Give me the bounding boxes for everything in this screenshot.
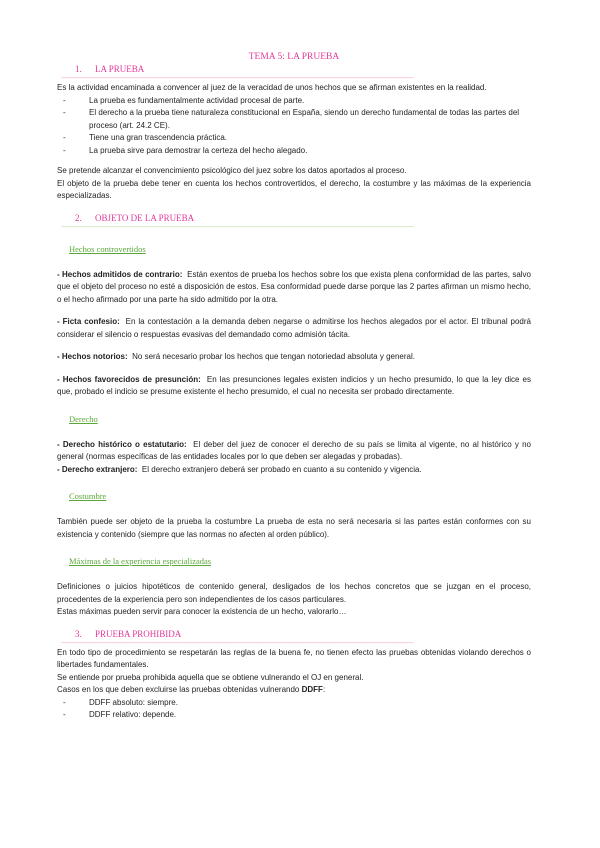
section-number: 2.: [75, 212, 82, 223]
section-number: 3.: [75, 628, 82, 639]
paragraph: - Ficta confesio: En la contestación a la demanda deben negarse o admitirse los hechos alegados por el actor. El tribunal podrá considerar el silencio o respuestas evasivas del demandado como admisión tácita.: [57, 317, 531, 339]
paragraph: Estas máximas pueden servir para conocer la existencia de un hecho, valorarlo…: [57, 607, 347, 616]
list-item: - Tiene una gran trascendencia práctica.: [63, 133, 228, 142]
section-2-heading: [57, 213, 531, 223]
paragraph: - Hechos notorios: No será necesario probar los hechos que tengan notoriedad absoluta y general.: [57, 352, 415, 361]
subheading: Hechos controvertidos: [69, 243, 146, 254]
paragraph: - Derecho extranjero: El derecho extranjero deberá ser probado en cuanto a su contenido y vigencia.: [57, 464, 422, 474]
section-divider: ——————————————————————————————————————————————————————: [61, 638, 412, 647]
section-divider: ——————————————————————————————————————————————————————: [61, 222, 412, 231]
section-divider: ——————————————————————————————————————————————————————: [61, 74, 412, 82]
subheading: Derecho: [69, 413, 98, 424]
paragraph: El objeto de la prueba debe tener en cuenta los hechos controvertidos, el derecho, la costumbre y las máximas de la experiencia especializadas.: [57, 178, 531, 200]
paragraph: - Hechos favorecidos de presunción: En las presunciones legales existen indicios y un hecho presumido, lo que la ley dice es que, probado el indicio se presume existente el hecho presumido, el cual no necesita ser probado directamente.: [57, 374, 531, 396]
list-item: - La prueba sirve para demostrar la certeza del hecho alegado.: [63, 145, 308, 155]
paragraph: Se entiende por prueba prohibida aquella que se obtiene vulnerando el OJ en general.: [57, 672, 364, 682]
document-title: TEMA 5: LA PRUEBA: [248, 52, 340, 62]
paragraph: - Derecho histórico o estatutario: El deber del juez de conocer el derecho de su país se limita al vigente, no al histórico y no general (normas específicas de las entidades locales por lo que deben ser alegadas y probadas).: [57, 439, 532, 461]
paragraph: - Hechos admitidos de contrario: Están exentos de prueba los hechos sobre los que exista plena conformidad de las partes, salvo que el objeto del proceso no esté a disposición de estos. Esa conformidad puede darse porque las 2 partes afirman un mismo hecho, o el hecho afirmado por una parte ha sido admitido por la otra.: [57, 269, 531, 304]
section-title: OBJETO DE LA PRUEBA: [95, 212, 195, 223]
paragraph: En todo tipo de procedimiento se respetarán las reglas de la buena fe, no tienen efecto las pruebas obtenidas violando derechos o libertades fundamentales.: [57, 647, 531, 669]
subheading: Máximas de la experiencia especializadas: [69, 556, 212, 566]
section-3-heading: [57, 629, 531, 639]
paragraph: Es la actividad encaminada a convencer al juez de la veracidad de unos hechos que se afirman existentes en la realidad.: [57, 83, 487, 92]
paragraph: Casos en los que deben excluirse las pruebas obtenidas vulnerando DDFF:: [57, 685, 326, 694]
section-number: 1.: [75, 64, 82, 74]
subheading: Costumbre: [69, 491, 107, 501]
section-title: PRUEBA PROHIBIDA: [95, 628, 182, 639]
document-page: [57, 52, 531, 722]
paragraph: También puede ser objeto de la prueba la costumbre La prueba de esta no será necesaria si las partes están conformes con su existencia y contenido (siempre que las normas no afecten al orden público).: [57, 517, 531, 539]
section-title: LA PRUEBA: [95, 64, 145, 74]
list-item: - DDFF relativo: depende.: [63, 710, 177, 719]
section-1-heading: [57, 64, 531, 74]
list-item: - El derecho a la prueba tiene naturaleza constitucional en España, siendo un derecho fundamental de todas las partes del proceso (art. 24.2 CE).: [63, 108, 520, 130]
paragraph: Se pretende alcanzar el convencimiento psicológico del juez sobre los datos aportados al proceso.: [57, 166, 407, 175]
list-item: - DDFF absoluto: siempre.: [63, 697, 178, 707]
paragraph: Definiciones o juicios hipotéticos de contenido general, desligados de los hechos concretos que se juzgan en el proceso, procedentes de la experiencia pero son independientes de los casos particulares.: [57, 582, 531, 604]
bullet-list: [57, 95, 531, 158]
bullet-list: [57, 697, 531, 722]
list-item: - La prueba es fundamentalmente actividad procesal de parte.: [63, 95, 305, 105]
